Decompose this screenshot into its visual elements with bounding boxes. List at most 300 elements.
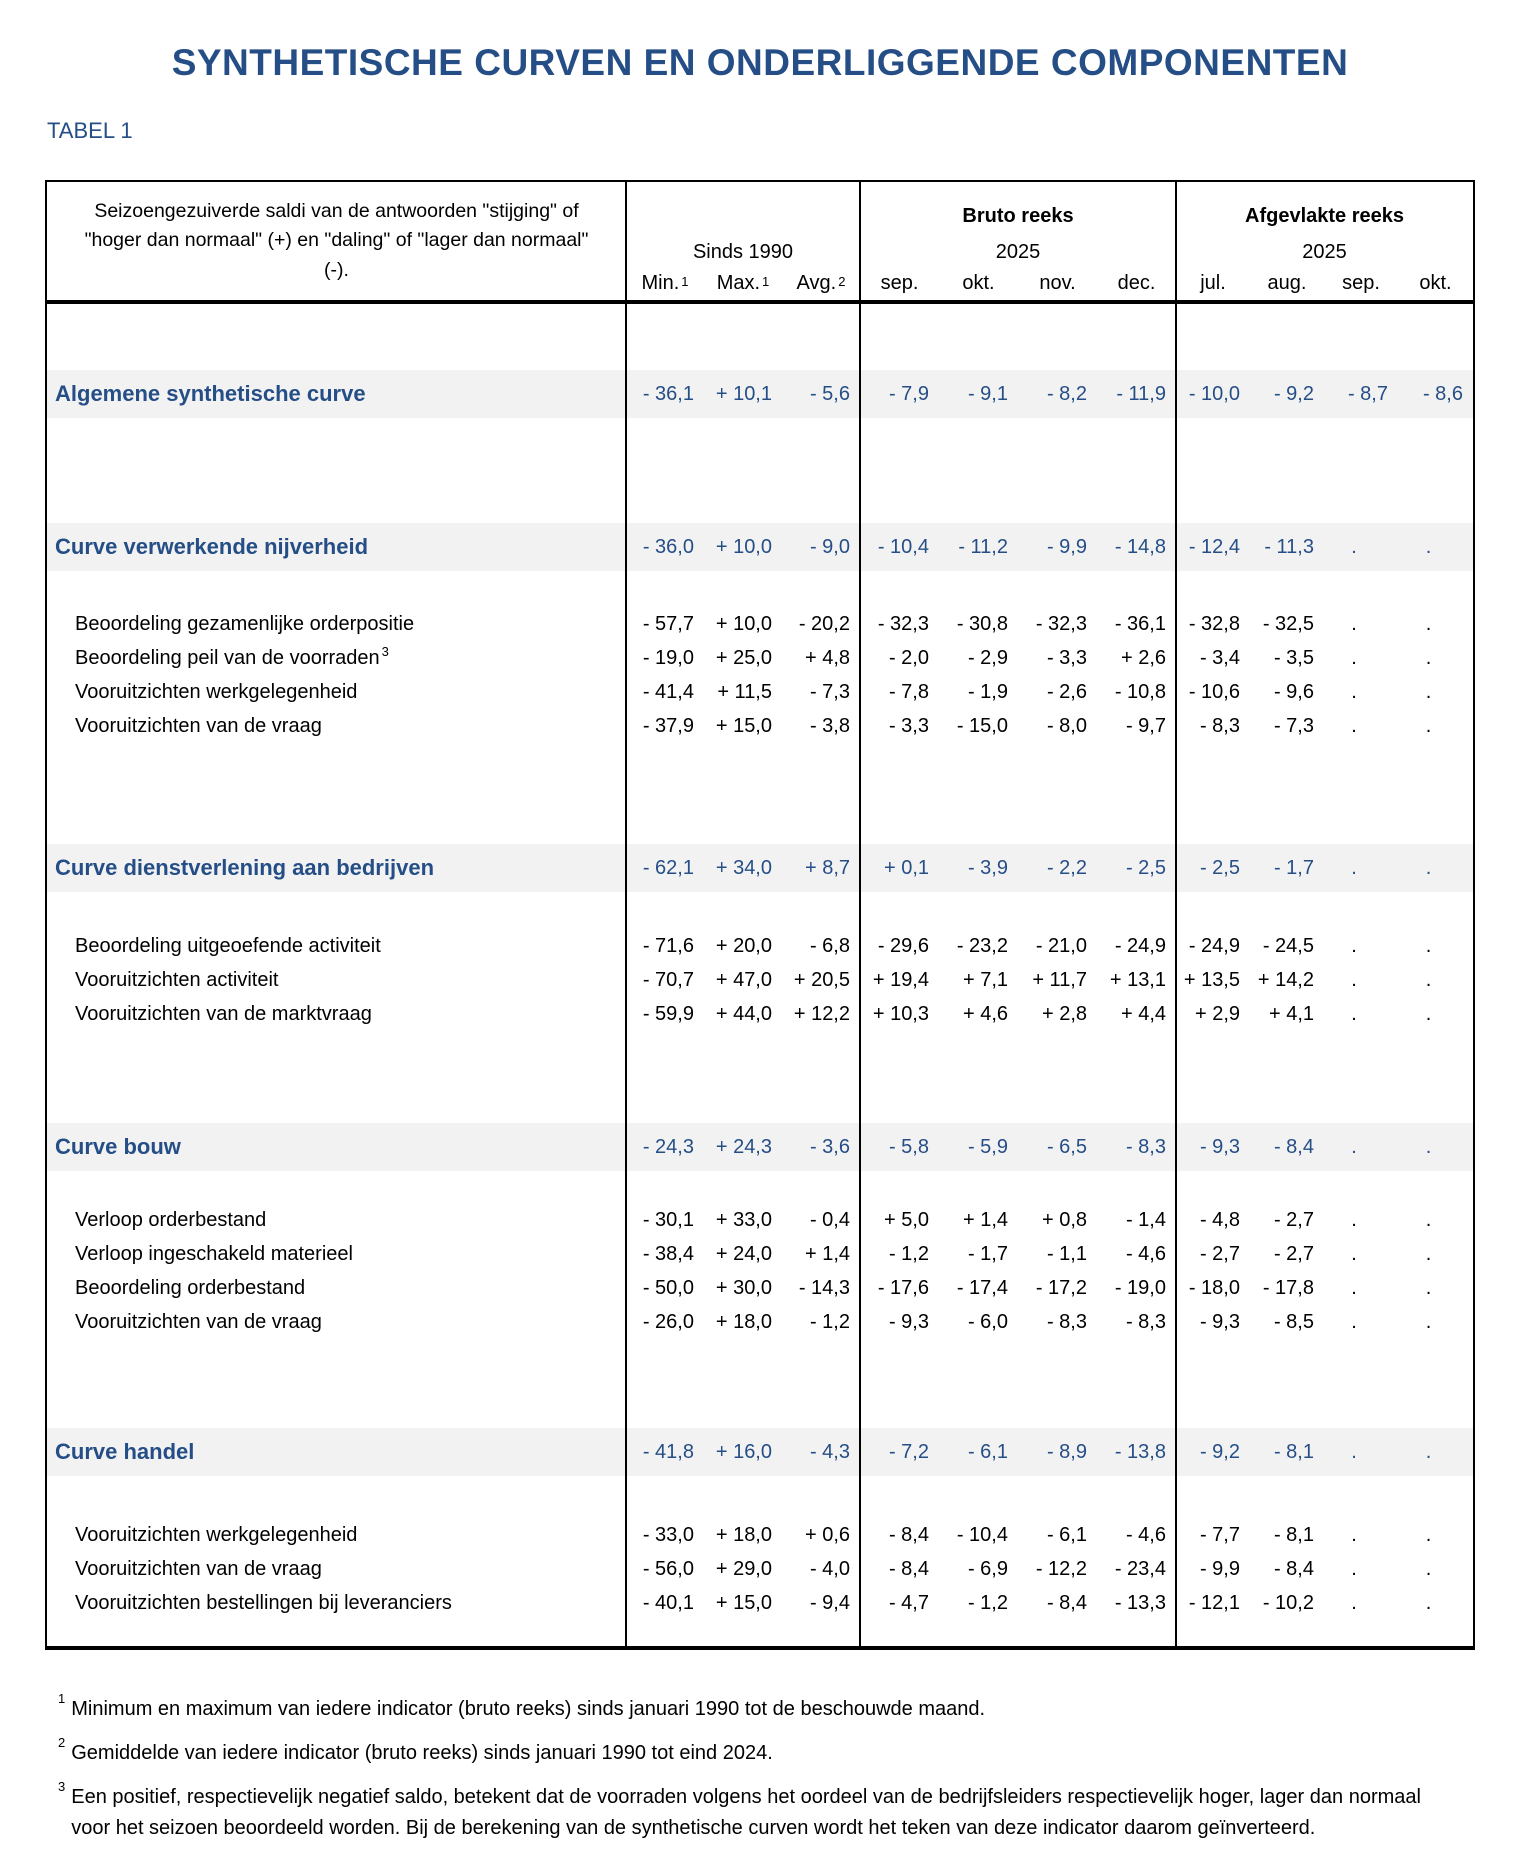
cell-afgevlakte-aug: - 9,2 bbox=[1273, 382, 1314, 405]
cell-afgevlakte-jul: - 3,4 bbox=[1199, 646, 1240, 669]
cell-afgevlakte-jul: + 13,5 bbox=[1183, 968, 1240, 991]
cell-afgevlakte-okt: . bbox=[1425, 1208, 1432, 1231]
cell-bruto-dec: - 8,3 bbox=[1125, 1310, 1166, 1333]
footnote-3 bbox=[58, 1779, 1478, 1844]
cell-afgevlakte-aug: - 32,5 bbox=[1262, 612, 1314, 635]
cell-afgevlakte-aug: - 8,1 bbox=[1273, 1440, 1314, 1463]
cell-afgevlakte-sep: . bbox=[1351, 1135, 1357, 1158]
cell-bruto-nov: - 12,2 bbox=[1035, 1557, 1087, 1580]
row-label-text: Verloop orderbestand bbox=[75, 1208, 267, 1231]
row-label bbox=[47, 1237, 626, 1271]
cell-max: + 47,0 bbox=[715, 968, 772, 991]
cell-avg: - 20,2 bbox=[798, 612, 850, 635]
cell-min: - 30,1 bbox=[642, 1208, 694, 1231]
cell-afgevlakte-sep: . bbox=[1351, 934, 1357, 957]
row-label-text: Curve handel bbox=[55, 1439, 195, 1464]
cell-min: - 50,0 bbox=[642, 1276, 694, 1299]
cell-avg: - 6,8 bbox=[809, 934, 850, 957]
cell-bruto-dec: + 13,1 bbox=[1109, 968, 1166, 991]
cell-afgevlakte-okt: . bbox=[1425, 1310, 1432, 1333]
cell-bruto-okt: - 6,9 bbox=[967, 1557, 1008, 1580]
page-title: SYNTHETISCHE CURVEN EN ONDERLIGGENDE COMPONENTEN bbox=[171, 42, 1349, 83]
column-header-label: nov. bbox=[1039, 272, 1076, 294]
row-label-text: Vooruitzichten van de vraag bbox=[75, 1557, 322, 1580]
cell-bruto-sep: - 29,6 bbox=[877, 934, 929, 957]
cell-afgevlakte-jul: - 9,3 bbox=[1199, 1135, 1240, 1158]
row-spacer bbox=[47, 1476, 1473, 1518]
row-label-text: Vooruitzichten bestellingen bij leveranciers bbox=[75, 1591, 452, 1614]
cell-bruto-nov: - 2,2 bbox=[1046, 856, 1087, 879]
column-header-label: aug. bbox=[1267, 272, 1307, 294]
row-label-text: Vooruitzichten werkgelegenheid bbox=[75, 680, 358, 703]
cell-afgevlakte-aug: + 4,1 bbox=[1268, 1002, 1314, 1025]
cell-bruto-nov: - 6,5 bbox=[1046, 1135, 1087, 1158]
cell-bruto-okt: - 17,4 bbox=[956, 1276, 1008, 1299]
cell-bruto-nov: - 8,2 bbox=[1046, 382, 1087, 405]
indicator-row bbox=[47, 675, 1473, 709]
row-label-text: Beoordeling gezamenlijke orderpositie bbox=[75, 612, 415, 635]
footnote-text: Minimum en maximum van iedere indicator (bruto reeks) sinds januari 1990 tot de beschouwde maand. bbox=[71, 1698, 986, 1720]
row-label-text: Beoordeling uitgeoefende activiteit bbox=[75, 934, 381, 957]
cell-max: + 10,0 bbox=[715, 612, 772, 635]
cell-afgevlakte-sep: . bbox=[1351, 968, 1357, 991]
cell-avg: - 7,3 bbox=[809, 680, 850, 703]
cell-bruto-dec: - 2,5 bbox=[1125, 856, 1166, 879]
column-header-afgevlakte-okt bbox=[1398, 266, 1473, 300]
row-label-text: Vooruitzichten van de marktvraag bbox=[75, 1002, 372, 1025]
cell-afgevlakte-okt: - 8,6 bbox=[1422, 382, 1463, 405]
header-period-sinds-1990: Sinds 1990 bbox=[692, 241, 794, 263]
cell-avg: + 0,6 bbox=[804, 1523, 850, 1546]
header-group-afgevlakte-reeks: Afgevlakte reeks bbox=[1245, 205, 1404, 227]
cell-bruto-okt: - 3,9 bbox=[967, 856, 1008, 879]
cell-bruto-dec: - 1,4 bbox=[1125, 1208, 1166, 1231]
cell-max: + 18,0 bbox=[715, 1523, 772, 1546]
column-header-label: Min. bbox=[641, 272, 680, 294]
row-label-text: Beoordeling orderbestand bbox=[75, 1276, 306, 1299]
cell-bruto-nov: - 3,3 bbox=[1046, 646, 1087, 669]
cell-avg: + 1,4 bbox=[804, 1242, 850, 1265]
row-label bbox=[47, 929, 626, 963]
column-header-afgevlakte-aug bbox=[1250, 266, 1324, 300]
cell-bruto-okt: - 1,7 bbox=[967, 1242, 1008, 1265]
cell-afgevlakte-okt: . bbox=[1425, 612, 1432, 635]
cell-afgevlakte-okt: . bbox=[1425, 1002, 1432, 1025]
row-label-text: Vooruitzichten van de vraag bbox=[75, 714, 322, 737]
cell-max: + 44,0 bbox=[715, 1002, 772, 1025]
cell-bruto-nov: - 21,0 bbox=[1035, 934, 1087, 957]
cell-afgevlakte-jul: - 32,8 bbox=[1188, 612, 1240, 635]
column-header-label: dec. bbox=[1117, 272, 1156, 294]
column-divider bbox=[625, 182, 627, 1646]
cell-afgevlakte-sep: . bbox=[1351, 612, 1357, 635]
cell-afgevlakte-aug: - 17,8 bbox=[1262, 1276, 1314, 1299]
cell-afgevlakte-sep: . bbox=[1351, 1208, 1357, 1231]
indicator-row bbox=[47, 1203, 1473, 1237]
row-label-text: Vooruitzichten activiteit bbox=[75, 968, 279, 991]
cell-afgevlakte-sep: . bbox=[1351, 856, 1357, 879]
cell-afgevlakte-okt: . bbox=[1425, 1440, 1432, 1463]
cell-afgevlakte-okt: . bbox=[1425, 714, 1432, 737]
cell-bruto-okt: + 4,6 bbox=[962, 1002, 1008, 1025]
cell-min: - 24,3 bbox=[642, 1135, 694, 1158]
column-header-afgevlakte-jul bbox=[1176, 266, 1250, 300]
cell-afgevlakte-okt: . bbox=[1425, 1276, 1432, 1299]
indicator-row bbox=[47, 709, 1473, 743]
row-label bbox=[47, 641, 626, 675]
cell-min: - 41,4 bbox=[642, 680, 694, 703]
header-group-sinds1990-title bbox=[626, 182, 860, 230]
cell-bruto-dec: - 23,4 bbox=[1114, 1557, 1166, 1580]
column-header-label: sep. bbox=[1342, 272, 1380, 294]
cell-bruto-okt: - 1,9 bbox=[967, 680, 1008, 703]
indicator-row bbox=[47, 607, 1473, 641]
cell-min: - 33,0 bbox=[642, 1523, 694, 1546]
row-label bbox=[47, 1305, 626, 1339]
row-label bbox=[47, 1271, 626, 1305]
cell-bruto-sep: + 5,0 bbox=[883, 1208, 929, 1231]
column-header-bruto-nov bbox=[1018, 266, 1097, 300]
cell-bruto-okt: - 15,0 bbox=[956, 714, 1008, 737]
row-spacer bbox=[47, 1031, 1473, 1123]
cell-bruto-okt: - 2,9 bbox=[967, 646, 1008, 669]
column-header-label: jul. bbox=[1200, 272, 1226, 294]
cell-max: + 11,5 bbox=[717, 680, 772, 703]
cell-afgevlakte-okt: . bbox=[1425, 1135, 1432, 1158]
row-label-text: Curve bouw bbox=[55, 1134, 181, 1159]
cell-max: + 10,1 bbox=[715, 382, 772, 405]
cell-bruto-nov: - 8,9 bbox=[1046, 1440, 1087, 1463]
cell-afgevlakte-jul: - 8,3 bbox=[1199, 714, 1240, 737]
row-spacer bbox=[47, 1339, 1473, 1428]
cell-bruto-dec: + 4,4 bbox=[1120, 1002, 1166, 1025]
cell-bruto-dec: - 8,3 bbox=[1125, 1135, 1166, 1158]
row-label bbox=[47, 675, 626, 709]
row-label bbox=[47, 607, 626, 641]
footnote-ref: 3 bbox=[381, 643, 389, 659]
cell-bruto-okt: + 7,1 bbox=[962, 968, 1008, 991]
column-divider bbox=[859, 182, 861, 1646]
cell-bruto-sep: - 8,4 bbox=[888, 1523, 929, 1546]
footnote-ref: 1 bbox=[762, 274, 770, 289]
cell-bruto-okt: - 9,1 bbox=[967, 382, 1008, 405]
row-label bbox=[47, 963, 626, 997]
row-label-text: Vooruitzichten van de vraag bbox=[75, 1310, 322, 1333]
cell-avg: - 5,6 bbox=[809, 382, 850, 405]
cell-bruto-dec: - 11,9 bbox=[1116, 382, 1166, 405]
row-label-text: Verloop ingeschakeld materieel bbox=[75, 1242, 353, 1265]
cell-max: + 15,0 bbox=[715, 714, 772, 737]
cell-bruto-okt: - 1,2 bbox=[967, 1591, 1008, 1614]
cell-bruto-dec: - 24,9 bbox=[1114, 934, 1166, 957]
cell-bruto-sep: - 4,7 bbox=[888, 1591, 929, 1614]
cell-bruto-dec: - 13,8 bbox=[1114, 1440, 1166, 1463]
row-label bbox=[47, 1428, 626, 1476]
table-label: TABEL 1 bbox=[47, 118, 133, 143]
cell-afgevlakte-aug: - 3,5 bbox=[1273, 646, 1314, 669]
cell-afgevlakte-jul: - 9,3 bbox=[1199, 1310, 1240, 1333]
row-label-text: Curve dienstverlening aan bedrijven bbox=[55, 855, 435, 880]
cell-afgevlakte-jul: - 2,5 bbox=[1199, 856, 1240, 879]
cell-afgevlakte-aug: - 1,7 bbox=[1273, 856, 1314, 879]
column-header-label: Avg. bbox=[796, 272, 837, 294]
column-divider bbox=[1175, 182, 1177, 1646]
footnote-text: Een positief, respectievelijk negatief saldo, betekent dat de voorraden volgens het oordeel van de bedrijfsleiders respectievelijk hoger, lager dan normaal voor het seizoen beoordeeld worden. Bij de berekening van de synthetische curven wordt het teken van deze indicator daarom geïnverteerd. bbox=[71, 1786, 1421, 1839]
column-header-max bbox=[704, 266, 782, 300]
cell-min: - 19,0 bbox=[642, 646, 694, 669]
cell-afgevlakte-okt: . bbox=[1425, 1523, 1432, 1546]
cell-bruto-sep: - 2,0 bbox=[888, 646, 929, 669]
cell-bruto-sep: + 10,3 bbox=[872, 1002, 929, 1025]
cell-avg: + 8,7 bbox=[804, 856, 850, 879]
cell-min: - 36,0 bbox=[642, 535, 694, 558]
cell-avg: + 12,2 bbox=[793, 1002, 850, 1025]
cell-afgevlakte-sep: . bbox=[1351, 1440, 1357, 1463]
cell-afgevlakte-sep: . bbox=[1351, 680, 1357, 703]
cell-bruto-sep: - 7,9 bbox=[888, 382, 929, 405]
cell-bruto-okt: - 30,8 bbox=[956, 612, 1008, 635]
cell-bruto-dec: - 4,6 bbox=[1125, 1242, 1166, 1265]
cell-bruto-nov: - 9,9 bbox=[1046, 535, 1087, 558]
cell-bruto-okt: - 10,4 bbox=[956, 1523, 1008, 1546]
cell-afgevlakte-sep: . bbox=[1351, 1557, 1357, 1580]
cell-afgevlakte-aug: - 11,3 bbox=[1264, 535, 1314, 558]
cell-avg: - 14,3 bbox=[798, 1276, 850, 1299]
cell-min: - 71,6 bbox=[642, 934, 694, 957]
cell-afgevlakte-sep: . bbox=[1351, 535, 1357, 558]
cell-bruto-okt: - 11,2 bbox=[958, 535, 1008, 558]
cell-max: + 33,0 bbox=[715, 1208, 772, 1231]
cell-afgevlakte-okt: . bbox=[1425, 1557, 1432, 1580]
cell-bruto-sep: - 5,8 bbox=[888, 1135, 929, 1158]
section-row bbox=[47, 1428, 1473, 1476]
cell-avg: - 3,8 bbox=[809, 714, 850, 737]
section-row bbox=[47, 1123, 1473, 1171]
cell-bruto-nov: - 1,1 bbox=[1046, 1242, 1087, 1265]
row-spacer bbox=[47, 1171, 1473, 1203]
section-row bbox=[47, 844, 1473, 892]
cell-bruto-dec: - 4,6 bbox=[1125, 1523, 1166, 1546]
cell-afgevlakte-aug: - 9,6 bbox=[1273, 680, 1314, 703]
column-header-bruto-sep bbox=[860, 266, 939, 300]
cell-afgevlakte-aug: - 2,7 bbox=[1273, 1208, 1314, 1231]
row-label bbox=[47, 370, 626, 418]
cell-min: - 36,1 bbox=[642, 382, 694, 405]
cell-bruto-nov: - 8,3 bbox=[1046, 1310, 1087, 1333]
cell-afgevlakte-okt: . bbox=[1425, 968, 1432, 991]
cell-afgevlakte-jul: - 7,7 bbox=[1199, 1523, 1240, 1546]
cell-afgevlakte-sep: . bbox=[1351, 1310, 1357, 1333]
cell-bruto-sep: - 7,8 bbox=[888, 680, 929, 703]
cell-afgevlakte-aug: - 7,3 bbox=[1273, 714, 1314, 737]
cell-bruto-nov: - 2,6 bbox=[1046, 680, 1087, 703]
cell-afgevlakte-jul: - 10,6 bbox=[1188, 680, 1240, 703]
cell-afgevlakte-okt: . bbox=[1425, 1242, 1432, 1265]
section-row bbox=[47, 523, 1473, 571]
cell-avg: - 0,4 bbox=[809, 1208, 850, 1231]
cell-bruto-sep: - 17,6 bbox=[877, 1276, 929, 1299]
cell-afgevlakte-aug: - 10,2 bbox=[1262, 1591, 1314, 1614]
cell-bruto-nov: - 6,1 bbox=[1046, 1523, 1087, 1546]
row-spacer bbox=[47, 304, 1473, 370]
cell-afgevlakte-jul: - 10,0 bbox=[1188, 382, 1240, 405]
cell-afgevlakte-aug: + 14,2 bbox=[1257, 968, 1314, 991]
cell-bruto-sep: - 1,2 bbox=[888, 1242, 929, 1265]
cell-afgevlakte-sep: . bbox=[1351, 714, 1357, 737]
indicator-row bbox=[47, 1552, 1473, 1586]
cell-afgevlakte-sep: . bbox=[1351, 1591, 1357, 1614]
row-label bbox=[47, 1123, 626, 1171]
indicator-row bbox=[47, 1237, 1473, 1271]
indicator-row bbox=[47, 929, 1473, 963]
indicator-row bbox=[47, 1271, 1473, 1305]
cell-bruto-okt: - 23,2 bbox=[956, 934, 1008, 957]
cell-afgevlakte-jul: - 12,4 bbox=[1188, 535, 1240, 558]
cell-afgevlakte-sep: . bbox=[1351, 1523, 1357, 1546]
cell-bruto-okt: - 6,0 bbox=[967, 1310, 1008, 1333]
cell-afgevlakte-jul: - 2,7 bbox=[1199, 1242, 1240, 1265]
cell-bruto-nov: + 2,8 bbox=[1041, 1002, 1087, 1025]
row-label bbox=[47, 709, 626, 743]
cell-afgevlakte-aug: - 24,5 bbox=[1262, 934, 1314, 957]
cell-afgevlakte-sep: . bbox=[1351, 1002, 1357, 1025]
cell-afgevlakte-jul: - 4,8 bbox=[1199, 1208, 1240, 1231]
cell-min: - 26,0 bbox=[642, 1310, 694, 1333]
cell-afgevlakte-okt: . bbox=[1425, 934, 1432, 957]
cell-afgevlakte-okt: . bbox=[1425, 1591, 1432, 1614]
cell-afgevlakte-jul: - 12,1 bbox=[1188, 1591, 1240, 1614]
cell-min: - 59,9 bbox=[642, 1002, 694, 1025]
row-label bbox=[47, 1203, 626, 1237]
row-label bbox=[47, 844, 626, 892]
cell-max: + 29,0 bbox=[715, 1557, 772, 1580]
cell-avg: - 9,0 bbox=[809, 535, 850, 558]
header-description: Seizoengezuiverde saldi van de antwoorden "stijging" of "hoger dan normaal" (+) en "daling" of "lager dan normaal" (-). bbox=[84, 200, 589, 281]
cell-max: + 24,3 bbox=[715, 1135, 772, 1158]
cell-afgevlakte-aug: - 8,1 bbox=[1273, 1523, 1314, 1546]
cell-afgevlakte-okt: . bbox=[1425, 646, 1432, 669]
row-spacer bbox=[47, 892, 1473, 929]
data-table bbox=[45, 180, 1475, 1650]
column-header-label: Max. bbox=[716, 272, 761, 294]
cell-bruto-nov: - 17,2 bbox=[1035, 1276, 1087, 1299]
cell-min: - 40,1 bbox=[642, 1591, 694, 1614]
indicator-row bbox=[47, 641, 1473, 675]
cell-afgevlakte-okt: . bbox=[1425, 535, 1432, 558]
row-spacer bbox=[47, 743, 1473, 844]
cell-afgevlakte-jul: - 18,0 bbox=[1188, 1276, 1240, 1299]
cell-min: - 62,1 bbox=[642, 856, 694, 879]
footnote-ref: 1 bbox=[681, 274, 689, 289]
cell-avg: - 9,4 bbox=[809, 1591, 850, 1614]
footnote-2 bbox=[58, 1735, 1478, 1769]
row-label bbox=[47, 997, 626, 1031]
cell-bruto-sep: - 7,2 bbox=[888, 1440, 929, 1463]
cell-max: + 16,0 bbox=[715, 1440, 772, 1463]
footnote-marker: 3 bbox=[58, 1779, 66, 1794]
table-header bbox=[47, 182, 1473, 304]
cell-max: + 15,0 bbox=[715, 1591, 772, 1614]
cell-afgevlakte-aug: - 8,5 bbox=[1273, 1310, 1314, 1333]
header-period-afgevlakte-2025: 2025 bbox=[1302, 241, 1347, 263]
column-header-min bbox=[626, 266, 704, 300]
indicator-row bbox=[47, 997, 1473, 1031]
row-spacer bbox=[47, 418, 1473, 523]
cell-afgevlakte-jul: - 24,9 bbox=[1188, 934, 1240, 957]
cell-afgevlakte-aug: - 2,7 bbox=[1273, 1242, 1314, 1265]
column-header-label: sep. bbox=[880, 272, 919, 294]
cell-bruto-dec: - 14,8 bbox=[1114, 535, 1166, 558]
cell-max: + 20,0 bbox=[715, 934, 772, 957]
cell-avg: - 4,0 bbox=[809, 1557, 850, 1580]
indicator-row bbox=[47, 1518, 1473, 1552]
cell-bruto-okt: - 6,1 bbox=[967, 1440, 1008, 1463]
cell-afgevlakte-sep: - 8,7 bbox=[1347, 382, 1388, 405]
cell-max: + 25,0 bbox=[715, 646, 772, 669]
cell-max: + 24,0 bbox=[715, 1242, 772, 1265]
cell-min: - 57,7 bbox=[642, 612, 694, 635]
row-spacer bbox=[47, 1620, 1473, 1646]
row-spacer bbox=[47, 571, 1473, 607]
row-label-text: Algemene synthetische curve bbox=[55, 381, 366, 406]
cell-avg: - 3,6 bbox=[809, 1135, 850, 1158]
cell-bruto-nov: + 11,7 bbox=[1032, 968, 1087, 991]
cell-bruto-nov: - 32,3 bbox=[1035, 612, 1087, 635]
indicator-row bbox=[47, 1586, 1473, 1620]
cell-afgevlakte-okt: . bbox=[1425, 856, 1432, 879]
cell-bruto-okt: - 5,9 bbox=[967, 1135, 1008, 1158]
row-label-text: Beoordeling peil van de voorraden bbox=[75, 646, 380, 669]
header-period-bruto-2025: 2025 bbox=[995, 241, 1041, 263]
column-header-afgevlakte-sep bbox=[1324, 266, 1398, 300]
cell-min: - 41,8 bbox=[642, 1440, 694, 1463]
row-label bbox=[47, 1552, 626, 1586]
cell-afgevlakte-sep: . bbox=[1351, 1242, 1357, 1265]
cell-bruto-sep: - 10,4 bbox=[877, 535, 929, 558]
row-label bbox=[47, 523, 626, 571]
cell-bruto-dec: - 9,7 bbox=[1125, 714, 1166, 737]
cell-afgevlakte-okt: . bbox=[1425, 680, 1432, 703]
footnote-marker: 2 bbox=[58, 1735, 66, 1750]
cell-bruto-sep: + 19,4 bbox=[872, 968, 929, 991]
cell-avg: - 4,3 bbox=[809, 1440, 850, 1463]
cell-bruto-nov: + 0,8 bbox=[1041, 1208, 1087, 1231]
footnote-marker: 1 bbox=[58, 1691, 66, 1706]
cell-bruto-dec: + 2,6 bbox=[1120, 646, 1166, 669]
cell-min: - 70,7 bbox=[642, 968, 694, 991]
indicator-row bbox=[47, 963, 1473, 997]
cell-afgevlakte-sep: . bbox=[1351, 646, 1357, 669]
footnote-text: Gemiddelde van iedere indicator (bruto reeks) sinds januari 1990 tot eind 2024. bbox=[71, 1742, 773, 1764]
cell-bruto-dec: - 19,0 bbox=[1114, 1276, 1166, 1299]
cell-afgevlakte-aug: - 8,4 bbox=[1273, 1135, 1314, 1158]
cell-afgevlakte-jul: - 9,9 bbox=[1199, 1557, 1240, 1580]
column-header-label: okt. bbox=[962, 272, 995, 294]
cell-bruto-nov: - 8,0 bbox=[1046, 714, 1087, 737]
cell-avg: + 20,5 bbox=[793, 968, 850, 991]
cell-bruto-nov: - 8,4 bbox=[1046, 1591, 1087, 1614]
table-body bbox=[47, 304, 1473, 1646]
column-header-bruto-dec bbox=[1097, 266, 1176, 300]
footnotes bbox=[58, 1691, 1478, 1844]
cell-bruto-sep: - 32,3 bbox=[877, 612, 929, 635]
cell-avg: + 4,8 bbox=[804, 646, 850, 669]
cell-max: + 18,0 bbox=[715, 1310, 772, 1333]
column-header-bruto-okt bbox=[939, 266, 1018, 300]
cell-afgevlakte-sep: . bbox=[1351, 1276, 1357, 1299]
footnote-1 bbox=[58, 1691, 1478, 1725]
cell-max: + 34,0 bbox=[715, 856, 772, 879]
